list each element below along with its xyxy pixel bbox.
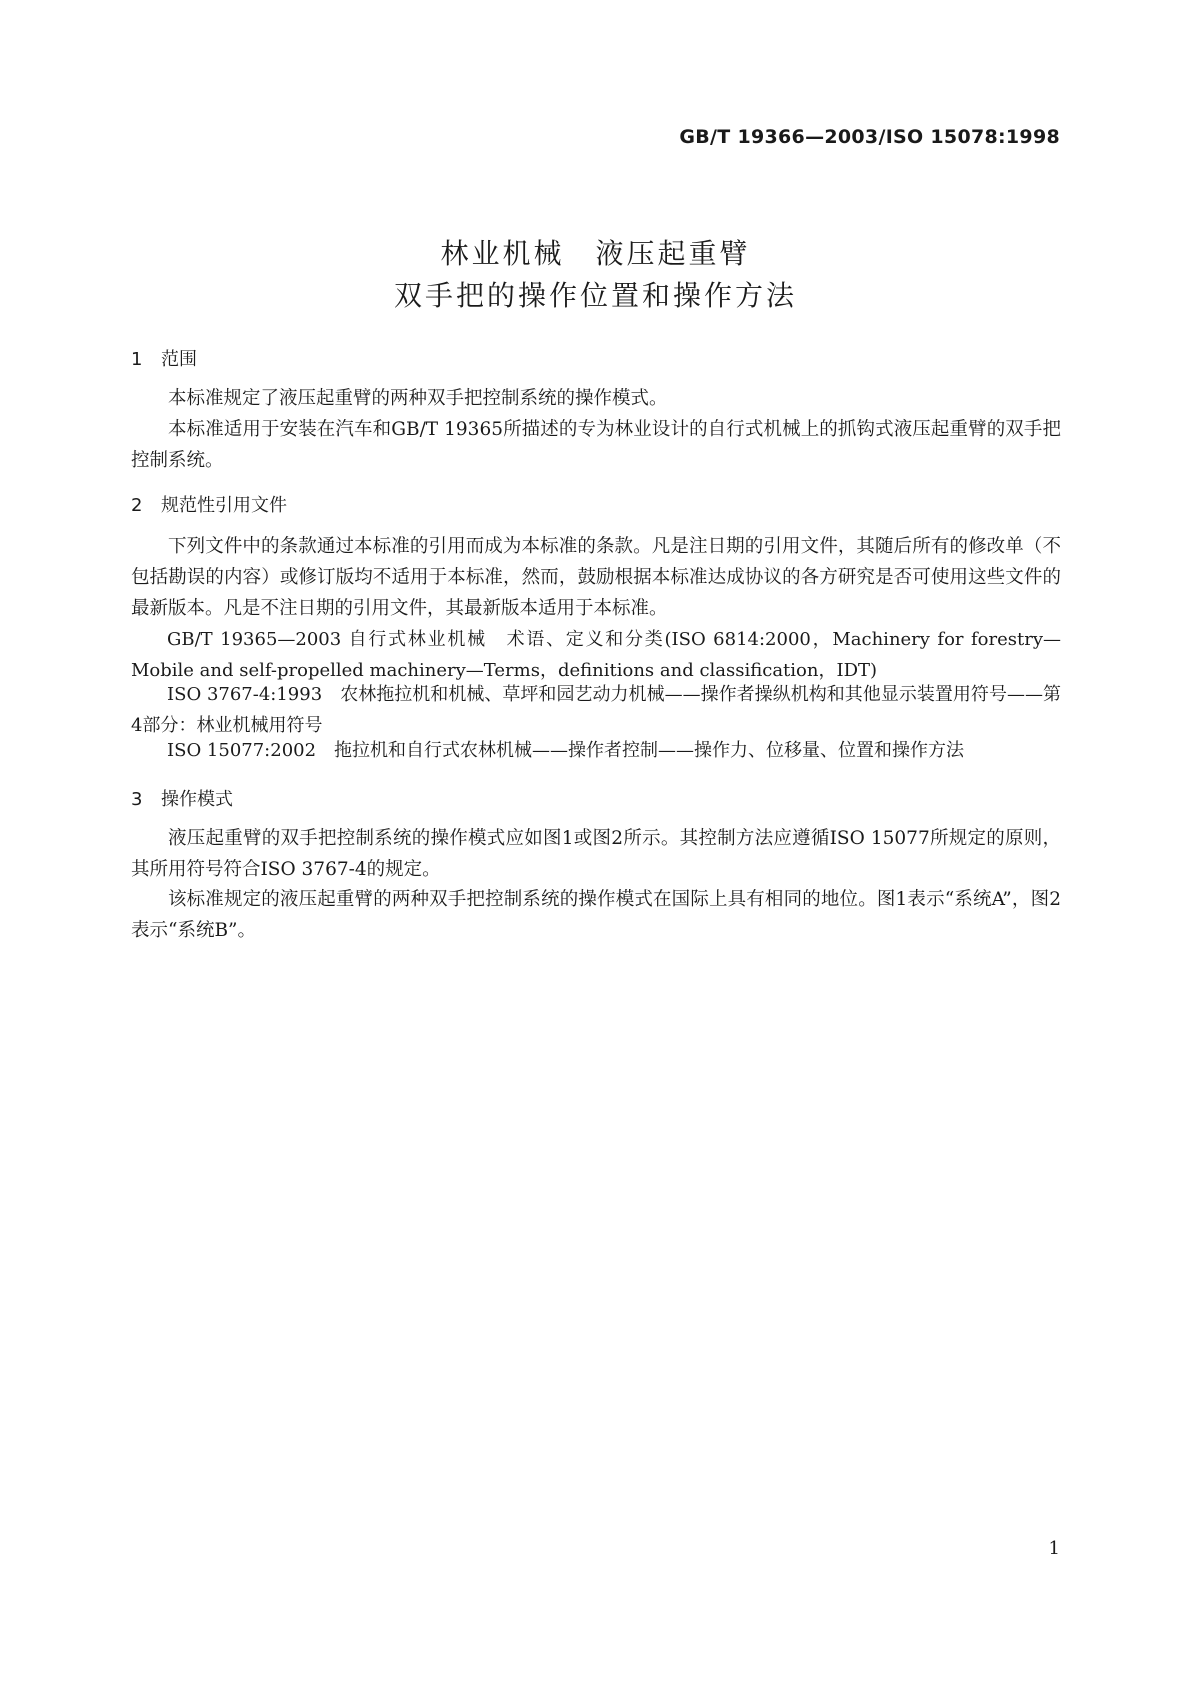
section-3-paragraph-2: 该标准规定的液压起重臂的两种双手把控制系统的操作模式在国际上具有相同的地位。图1表示“系统A”，图2表示“系统B”。 (131, 889, 1061, 941)
section-3-paragraph-1: 液压起重臂的双手把控制系统的操作模式应如图1或图2所示。其控制方法应遵循ISO 15077所规定的原则，其所用符号符合ISO 3767-4的规定。 (131, 828, 1061, 880)
reference-item: ISO 15077:2002 拖拉机和自行式农林机械——操作者控制——操作力、位移量、位置和操作方法 (167, 740, 965, 761)
reference-item: GB/T 19365—2003 自行式林业机械 术语、定义和分类(ISO 6814:2000，Machinery for forestry—Mobile and self-propelled machinery—Terms，definitions and classification，IDT) (131, 629, 1061, 681)
section-1-paragraph-1: 本标准规定了液压起重臂的两种双手把控制系统的操作模式。 (168, 388, 668, 409)
section-3-heading (131, 785, 233, 811)
page-number: 1 (1048, 1538, 1060, 1559)
section-1-paragraph-2: 本标准适用于安装在汽车和GB/T 19365所描述的专为林业设计的自行式机械上的抓钩式液压起重臂的双手把控制系统。 (131, 419, 1061, 471)
section-3-number: 3 (131, 789, 143, 810)
section-2-number: 2 (131, 495, 143, 516)
document-title-line-2: 双手把的操作位置和操作方法 (393, 279, 797, 312)
reference-item: ISO 3767-4:1993 农林拖拉机和机械、草坪和园艺动力机械——操作者操纵机构和其他显示装置用符号——第4部分：林业机械用符号 (131, 684, 1061, 736)
section-2-title: 规范性引用文件 (161, 495, 287, 516)
section-1-title: 范围 (161, 349, 197, 370)
section-1-number: 1 (131, 349, 143, 370)
section-3-title: 操作模式 (161, 789, 233, 810)
section-2-heading (131, 491, 287, 517)
standard-code: GB/T 19366—2003/ISO 15078:1998 (679, 126, 1060, 148)
document-title-line-1: 林业机械 液压起重臂 (440, 237, 751, 270)
section-1-heading (131, 345, 197, 371)
section-2-paragraph-1: 下列文件中的条款通过本标准的引用而成为本标准的条款。凡是注日期的引用文件，其随后所有的修改单（不包括勘误的内容）或修订版均不适用于本标准，然而，鼓励根据本标准达成协议的各方研究是否可使用这些文件的最新版本。凡是不注日期的引用文件，其最新版本适用于本标准。 (131, 536, 1061, 619)
